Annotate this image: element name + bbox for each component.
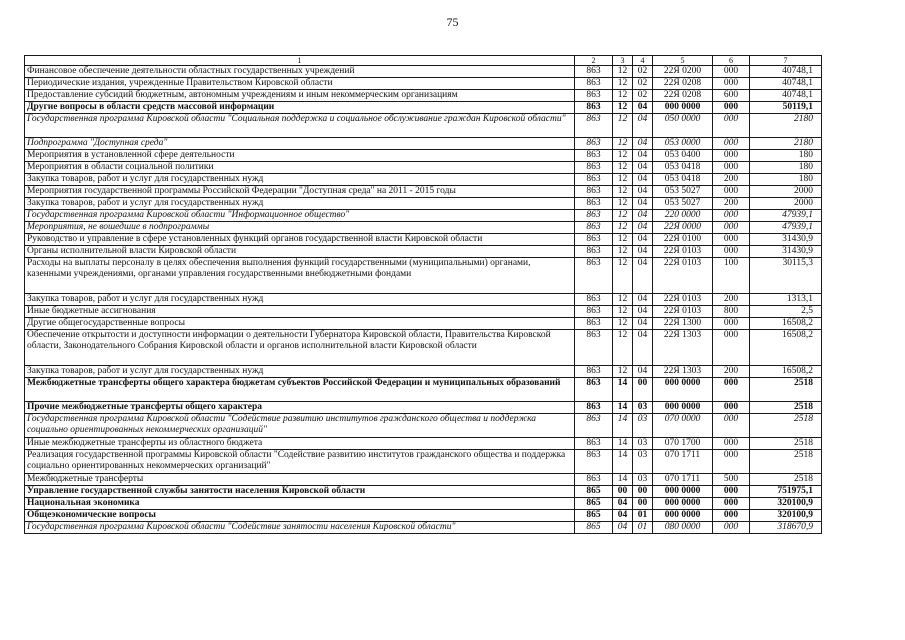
ved-code-cell: 863: [575, 330, 613, 366]
subsection-code-cell: 03: [633, 474, 653, 486]
row-name-cell: Финансовое обеспечение деятельности областных государственных учреждений: [25, 66, 575, 78]
expense-type-cell: 000: [713, 402, 750, 414]
header-cell: 6: [713, 56, 750, 66]
expense-type-cell: 200: [713, 174, 750, 186]
table-row: [25, 114, 822, 138]
subsection-code-cell: 04: [633, 198, 653, 210]
subsection-code-cell: 04: [633, 114, 653, 138]
section-code-cell: 12: [613, 138, 633, 150]
amount-cell: 318670,9: [750, 522, 822, 534]
target-article-cell: 053 0400: [653, 150, 713, 162]
expense-type-cell: 000: [713, 318, 750, 330]
row-name-cell: Органы исполнительной власти Кировской области: [25, 246, 575, 258]
amount-cell: 47939,1: [750, 222, 822, 234]
table-row: [25, 522, 822, 534]
row-name-cell: Мероприятия в установленной сфере деятельности: [25, 150, 575, 162]
ved-code-cell: 863: [575, 138, 613, 150]
section-code-cell: 14: [613, 438, 633, 450]
subsection-code-cell: 00: [633, 378, 653, 402]
row-name-cell: Закупка товаров, работ и услуг для государственных нужд: [25, 366, 575, 378]
expense-type-cell: 000: [713, 222, 750, 234]
expense-type-cell: 000: [713, 102, 750, 114]
table-row: [25, 414, 822, 438]
amount-cell: 40748,1: [750, 90, 822, 102]
subsection-code-cell: 04: [633, 246, 653, 258]
section-code-cell: 12: [613, 186, 633, 198]
column-number-header-row: [25, 56, 822, 66]
subsection-code-cell: 04: [633, 318, 653, 330]
amount-cell: 2000: [750, 198, 822, 210]
subsection-code-cell: 00: [633, 498, 653, 510]
row-name-cell: Закупка товаров, работ и услуг для государственных нужд: [25, 294, 575, 306]
ved-code-cell: 865: [575, 522, 613, 534]
ved-code-cell: 863: [575, 402, 613, 414]
row-name-cell: Иные бюджетные ассигнования: [25, 306, 575, 318]
row-name-cell: Периодические издания, учрежденные Правительством Кировской области: [25, 78, 575, 90]
expense-type-cell: 000: [713, 438, 750, 450]
ved-code-cell: 863: [575, 366, 613, 378]
row-name-cell: Расходы на выплаты персоналу в целях обеспечения выполнения функций государственными (муниципальными) органами, казенными учреждениями, органами управления государственными внебюджетными фондами: [25, 258, 575, 294]
table-row: [25, 294, 822, 306]
amount-cell: 180: [750, 162, 822, 174]
subsection-code-cell: 04: [633, 234, 653, 246]
table-row: [25, 438, 822, 450]
section-code-cell: 12: [613, 306, 633, 318]
table-row: [25, 162, 822, 174]
section-code-cell: 12: [613, 318, 633, 330]
amount-cell: 50119,1: [750, 102, 822, 114]
section-code-cell: 12: [613, 66, 633, 78]
row-name-cell: Руководство и управление в сфере установленных функций органов государственной власти Кировской области: [25, 234, 575, 246]
subsection-code-cell: 03: [633, 402, 653, 414]
amount-cell: 2000: [750, 186, 822, 198]
row-name-cell: Другие общегосударственные вопросы: [25, 318, 575, 330]
row-name-cell: Государственная программа Кировской области "Содействие развитию институтов гражданского общества и поддержка социально ориентированных некоммерческих организаций": [25, 414, 575, 438]
section-code-cell: 12: [613, 258, 633, 294]
expense-type-cell: 000: [713, 78, 750, 90]
section-code-cell: 12: [613, 294, 633, 306]
header-cell: 2: [575, 56, 613, 66]
target-article-cell: 000 0000: [653, 498, 713, 510]
table-row: [25, 330, 822, 366]
subsection-code-cell: 04: [633, 174, 653, 186]
ved-code-cell: 863: [575, 234, 613, 246]
section-code-cell: 12: [613, 78, 633, 90]
row-name-cell: Реализация государственной программы Кировской области "Содействие развитию институтов гражданского общества и поддержка социально ориентированных некоммерческих организаций": [25, 450, 575, 474]
target-article-cell: 22Я 1303: [653, 330, 713, 366]
table-row: [25, 510, 822, 522]
table-row: [25, 246, 822, 258]
row-name-cell: Мероприятия в области социальной политики: [25, 162, 575, 174]
expense-type-cell: 000: [713, 498, 750, 510]
amount-cell: 751975,1: [750, 486, 822, 498]
expense-type-cell: 500: [713, 474, 750, 486]
amount-cell: 40748,1: [750, 78, 822, 90]
target-article-cell: 22Я 0208: [653, 78, 713, 90]
section-code-cell: 12: [613, 90, 633, 102]
target-article-cell: 000 0000: [653, 510, 713, 522]
table-row: [25, 90, 822, 102]
target-article-cell: 22Я 0103: [653, 258, 713, 294]
header-cell: 5: [653, 56, 713, 66]
section-code-cell: 14: [613, 450, 633, 474]
table-row: [25, 306, 822, 318]
section-code-cell: 00: [613, 486, 633, 498]
expense-type-cell: 000: [713, 510, 750, 522]
expense-type-cell: 000: [713, 378, 750, 402]
table-row: [25, 210, 822, 222]
expense-type-cell: 800: [713, 306, 750, 318]
section-code-cell: 12: [613, 246, 633, 258]
table-row: [25, 66, 822, 78]
section-code-cell: 14: [613, 402, 633, 414]
table-row: [25, 450, 822, 474]
ved-code-cell: 863: [575, 294, 613, 306]
target-article-cell: 22Я 0103: [653, 306, 713, 318]
expense-type-cell: 000: [713, 150, 750, 162]
ved-code-cell: 863: [575, 114, 613, 138]
section-code-cell: 12: [613, 222, 633, 234]
amount-cell: 320100,9: [750, 510, 822, 522]
budget-table: [24, 55, 822, 534]
subsection-code-cell: 04: [633, 162, 653, 174]
section-code-cell: 12: [613, 330, 633, 366]
ved-code-cell: 863: [575, 78, 613, 90]
header-cell: 1: [25, 56, 575, 66]
target-article-cell: 22Я 0103: [653, 246, 713, 258]
row-name-cell: Мероприятия государственной программы Российской Федерации "Доступная среда" на 2011 - 2015 годы: [25, 186, 575, 198]
target-article-cell: 000 0000: [653, 102, 713, 114]
expense-type-cell: 000: [713, 162, 750, 174]
subsection-code-cell: 02: [633, 66, 653, 78]
table-row: [25, 102, 822, 114]
target-article-cell: 070 0000: [653, 414, 713, 438]
table-row: [25, 138, 822, 150]
expense-type-cell: 200: [713, 366, 750, 378]
target-article-cell: 070 1700: [653, 438, 713, 450]
table-row: [25, 402, 822, 414]
subsection-code-cell: 02: [633, 78, 653, 90]
subsection-code-cell: 01: [633, 522, 653, 534]
ved-code-cell: 863: [575, 378, 613, 402]
ved-code-cell: 863: [575, 198, 613, 210]
ved-code-cell: 865: [575, 498, 613, 510]
target-article-cell: 22Я 1300: [653, 318, 713, 330]
subsection-code-cell: 04: [633, 306, 653, 318]
target-article-cell: 053 0000: [653, 138, 713, 150]
ved-code-cell: 863: [575, 306, 613, 318]
amount-cell: 31430,9: [750, 234, 822, 246]
target-article-cell: 053 5027: [653, 198, 713, 210]
subsection-code-cell: 04: [633, 150, 653, 162]
target-article-cell: 000 0000: [653, 378, 713, 402]
subsection-code-cell: 03: [633, 450, 653, 474]
section-code-cell: 04: [613, 522, 633, 534]
table-row: [25, 258, 822, 294]
ved-code-cell: 865: [575, 486, 613, 498]
ved-code-cell: 863: [575, 318, 613, 330]
row-name-cell: Межбюджетные трансферты общего характера бюджетам субъектов Российской Федерации и муниципальных образований: [25, 378, 575, 402]
ved-code-cell: 863: [575, 258, 613, 294]
section-code-cell: 12: [613, 366, 633, 378]
table-row: [25, 186, 822, 198]
table-row: [25, 150, 822, 162]
expense-type-cell: 000: [713, 138, 750, 150]
row-name-cell: Закупка товаров, работ и услуг для государственных нужд: [25, 198, 575, 210]
ved-code-cell: 863: [575, 450, 613, 474]
section-code-cell: 14: [613, 378, 633, 402]
target-article-cell: 22Я 0200: [653, 66, 713, 78]
amount-cell: 2180: [750, 138, 822, 150]
section-code-cell: 14: [613, 414, 633, 438]
target-article-cell: 22Я 0103: [653, 294, 713, 306]
amount-cell: 2518: [750, 474, 822, 486]
section-code-cell: 12: [613, 210, 633, 222]
expense-type-cell: 000: [713, 246, 750, 258]
subsection-code-cell: 03: [633, 414, 653, 438]
row-name-cell: Межбюджетные трансферты: [25, 474, 575, 486]
target-article-cell: 080 0000: [653, 522, 713, 534]
expense-type-cell: 000: [713, 234, 750, 246]
page-number: 75: [446, 15, 459, 29]
ved-code-cell: 863: [575, 414, 613, 438]
row-name-cell: Государственная программа Кировской области "Содействие занятости населения Кировской области": [25, 522, 575, 534]
ved-code-cell: 863: [575, 102, 613, 114]
row-name-cell: Государственная программа Кировской области "Информационное общество": [25, 210, 575, 222]
row-name-cell: Прочие межбюджетные трансферты общего характера: [25, 402, 575, 414]
expense-type-cell: 600: [713, 90, 750, 102]
ved-code-cell: 863: [575, 474, 613, 486]
header-cell: 4: [633, 56, 653, 66]
subsection-code-cell: 04: [633, 258, 653, 294]
amount-cell: 2518: [750, 450, 822, 474]
section-code-cell: 12: [613, 198, 633, 210]
section-code-cell: 12: [613, 162, 633, 174]
expense-type-cell: 200: [713, 294, 750, 306]
table-row: [25, 486, 822, 498]
table-row: [25, 318, 822, 330]
ved-code-cell: 863: [575, 186, 613, 198]
amount-cell: 180: [750, 150, 822, 162]
table-row: [25, 234, 822, 246]
subsection-code-cell: 04: [633, 330, 653, 366]
expense-type-cell: 000: [713, 522, 750, 534]
expense-type-cell: 000: [713, 330, 750, 366]
amount-cell: 180: [750, 174, 822, 186]
subsection-code-cell: 02: [633, 90, 653, 102]
section-code-cell: 12: [613, 234, 633, 246]
section-code-cell: 12: [613, 150, 633, 162]
expense-type-cell: 000: [713, 450, 750, 474]
row-name-cell: Государственная программа Кировской области "Социальная поддержка и социальное обслуживание граждан Кировской области": [25, 114, 575, 138]
expense-type-cell: 000: [713, 414, 750, 438]
ved-code-cell: 863: [575, 150, 613, 162]
target-article-cell: 053 0418: [653, 162, 713, 174]
subsection-code-cell: 04: [633, 210, 653, 222]
row-name-cell: Другие вопросы в области средств массовой информации: [25, 102, 575, 114]
expense-type-cell: 000: [713, 210, 750, 222]
subsection-code-cell: 00: [633, 486, 653, 498]
expense-type-cell: 000: [713, 114, 750, 138]
subsection-code-cell: 01: [633, 510, 653, 522]
amount-cell: 2518: [750, 438, 822, 450]
target-article-cell: 22Я 1303: [653, 366, 713, 378]
ved-code-cell: 863: [575, 162, 613, 174]
amount-cell: 16508,2: [750, 330, 822, 366]
header-cell: 3: [613, 56, 633, 66]
row-name-cell: Предоставление субсидий бюджетным, автономным учреждениям и иным некоммерческим организациям: [25, 90, 575, 102]
target-article-cell: 22Я 0000: [653, 222, 713, 234]
table-row: [25, 174, 822, 186]
row-name-cell: Закупка товаров, работ и услуг для государственных нужд: [25, 174, 575, 186]
amount-cell: 16508,2: [750, 366, 822, 378]
target-article-cell: 22Я 0100: [653, 234, 713, 246]
row-name-cell: Управление государственной службы занятости населения Кировской области: [25, 486, 575, 498]
ved-code-cell: 865: [575, 510, 613, 522]
table-row: [25, 366, 822, 378]
row-name-cell: Национальная экономика: [25, 498, 575, 510]
subsection-code-cell: 04: [633, 138, 653, 150]
target-article-cell: 220 0000: [653, 210, 713, 222]
target-article-cell: 070 1711: [653, 450, 713, 474]
subsection-code-cell: 04: [633, 294, 653, 306]
target-article-cell: 053 5027: [653, 186, 713, 198]
amount-cell: 40748,1: [750, 66, 822, 78]
row-name-cell: Общеэкономические вопросы: [25, 510, 575, 522]
table-row: [25, 198, 822, 210]
ved-code-cell: 863: [575, 90, 613, 102]
expense-type-cell: 000: [713, 486, 750, 498]
target-article-cell: 050 0000: [653, 114, 713, 138]
expense-type-cell: 200: [713, 198, 750, 210]
section-code-cell: 04: [613, 510, 633, 522]
expense-type-cell: 000: [713, 66, 750, 78]
ved-code-cell: 863: [575, 246, 613, 258]
ved-code-cell: 863: [575, 210, 613, 222]
row-name-cell: Подпрограмма "Доступная среда": [25, 138, 575, 150]
subsection-code-cell: 03: [633, 438, 653, 450]
expense-type-cell: 100: [713, 258, 750, 294]
section-code-cell: 14: [613, 474, 633, 486]
amount-cell: 2,5: [750, 306, 822, 318]
amount-cell: 31430,9: [750, 246, 822, 258]
amount-cell: 16508,2: [750, 318, 822, 330]
ved-code-cell: 863: [575, 222, 613, 234]
table-row: [25, 78, 822, 90]
target-article-cell: 053 0418: [653, 174, 713, 186]
header-cell: 7: [750, 56, 822, 66]
amount-cell: 2180: [750, 114, 822, 138]
amount-cell: 2518: [750, 414, 822, 438]
subsection-code-cell: 04: [633, 366, 653, 378]
amount-cell: 2518: [750, 402, 822, 414]
expense-type-cell: 000: [713, 186, 750, 198]
amount-cell: 30115,3: [750, 258, 822, 294]
section-code-cell: 12: [613, 114, 633, 138]
target-article-cell: 000 0000: [653, 402, 713, 414]
table-row: [25, 474, 822, 486]
amount-cell: 47939,1: [750, 210, 822, 222]
section-code-cell: 12: [613, 102, 633, 114]
target-article-cell: 22Я 0208: [653, 90, 713, 102]
amount-cell: 1313,1: [750, 294, 822, 306]
subsection-code-cell: 04: [633, 186, 653, 198]
ved-code-cell: 863: [575, 438, 613, 450]
subsection-code-cell: 04: [633, 102, 653, 114]
section-code-cell: 04: [613, 498, 633, 510]
subsection-code-cell: 04: [633, 222, 653, 234]
table-row: [25, 378, 822, 402]
target-article-cell: 070 1711: [653, 474, 713, 486]
ved-code-cell: 863: [575, 66, 613, 78]
table-row: [25, 222, 822, 234]
target-article-cell: 000 0000: [653, 486, 713, 498]
table-row: [25, 498, 822, 510]
section-code-cell: 12: [613, 174, 633, 186]
row-name-cell: Иные межбюджетные трансферты из областного бюджета: [25, 438, 575, 450]
amount-cell: 2518: [750, 378, 822, 402]
amount-cell: 320100,9: [750, 498, 822, 510]
row-name-cell: Обеспечение открытости и доступности информации о деятельности Губернатора Кировской области, Правительства Кировской области, Законодательного Собрания Кировской области и органов исполнительной власти Кировской области: [25, 330, 575, 366]
row-name-cell: Мероприятия, не вошедшие в подпрограммы: [25, 222, 575, 234]
ved-code-cell: 863: [575, 174, 613, 186]
